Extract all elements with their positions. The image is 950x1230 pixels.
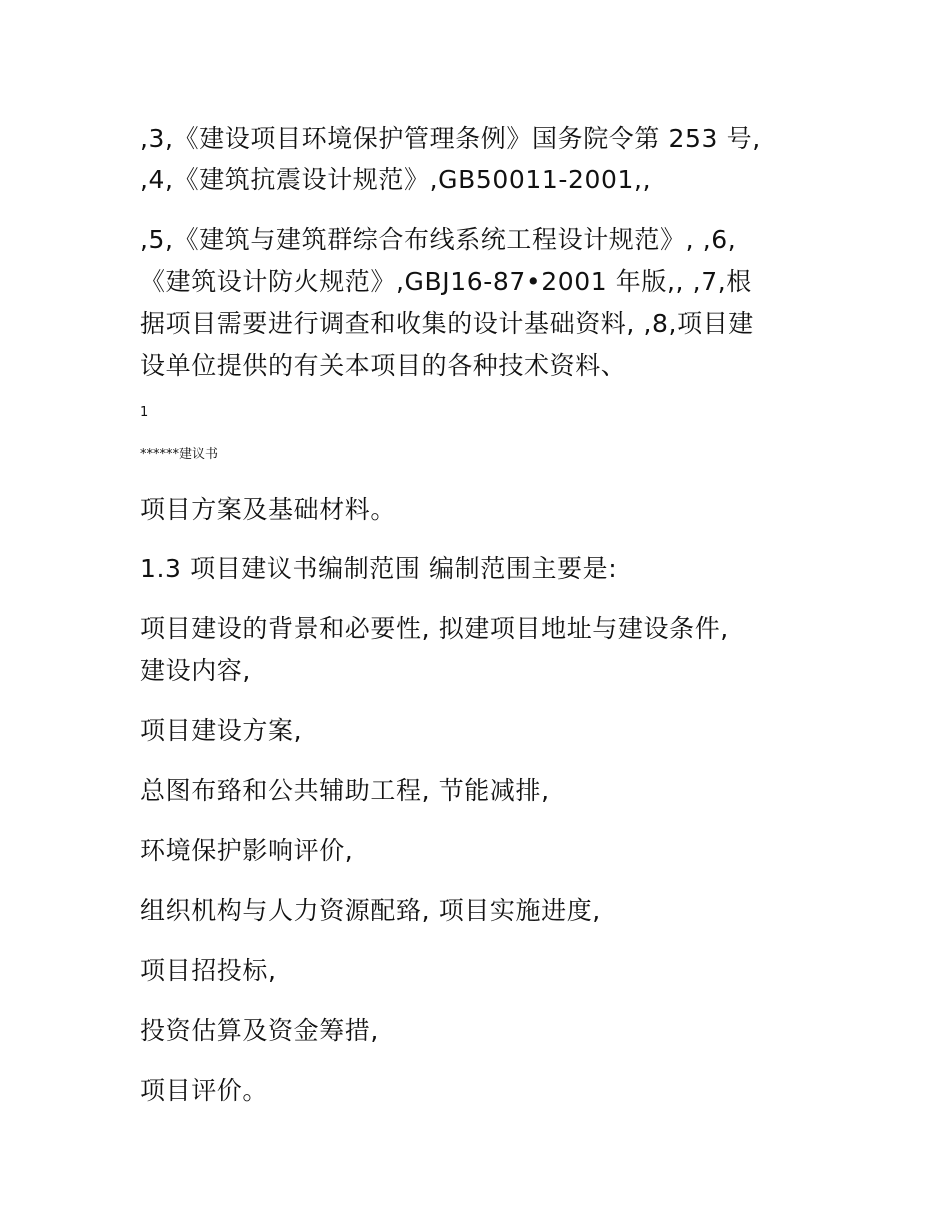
- paragraph-6: 环境保护影响评价,: [140, 836, 354, 865]
- paragraph-8: 项目招投标,: [140, 956, 277, 985]
- running-header: ******建议书: [140, 447, 219, 462]
- reference-item-5-line-2: 《建筑设计防火规范》,GBJ16-87•2001 年版,, ,7,根: [140, 267, 752, 296]
- reference-item-5-line-3: 据项目需要进行调查和收集的设计基础资料, ,8,项目建: [140, 309, 754, 338]
- reference-item-5-line-1: ,5,《建筑与建筑群综合布线系统工程设计规范》, ,6,: [140, 225, 737, 254]
- reference-item-5-line-4: 设单位提供的有关本项目的各种技术资料、: [140, 351, 627, 380]
- page-number: 1: [140, 405, 149, 420]
- paragraph-7: 组织机构与人力资源配臵, 项目实施进度,: [140, 896, 601, 925]
- paragraph-scope-line-2: 建设内容,: [140, 656, 251, 685]
- paragraph-1: 项目方案及基础材料。: [140, 495, 397, 524]
- paragraph-scope-line-1: 项目建设的背景和必要性, 拟建项目地址与建设条件,: [140, 614, 729, 643]
- paragraph-9: 投资估算及资金筹措,: [140, 1016, 379, 1045]
- reference-item-3: ,3,《建设项目环境保护管理条例》国务院令第 253 号,: [140, 124, 761, 153]
- reference-item-4: ,4,《建筑抗震设计规范》,GB50011-2001,,: [140, 165, 652, 194]
- section-heading-1-3: 1.3 项目建议书编制范围 编制范围主要是:: [140, 554, 618, 583]
- paragraph-4: 项目建设方案,: [140, 716, 303, 745]
- paragraph-10: 项目评价。: [140, 1076, 269, 1105]
- paragraph-5: 总图布臵和公共辅助工程, 节能减排,: [140, 776, 550, 805]
